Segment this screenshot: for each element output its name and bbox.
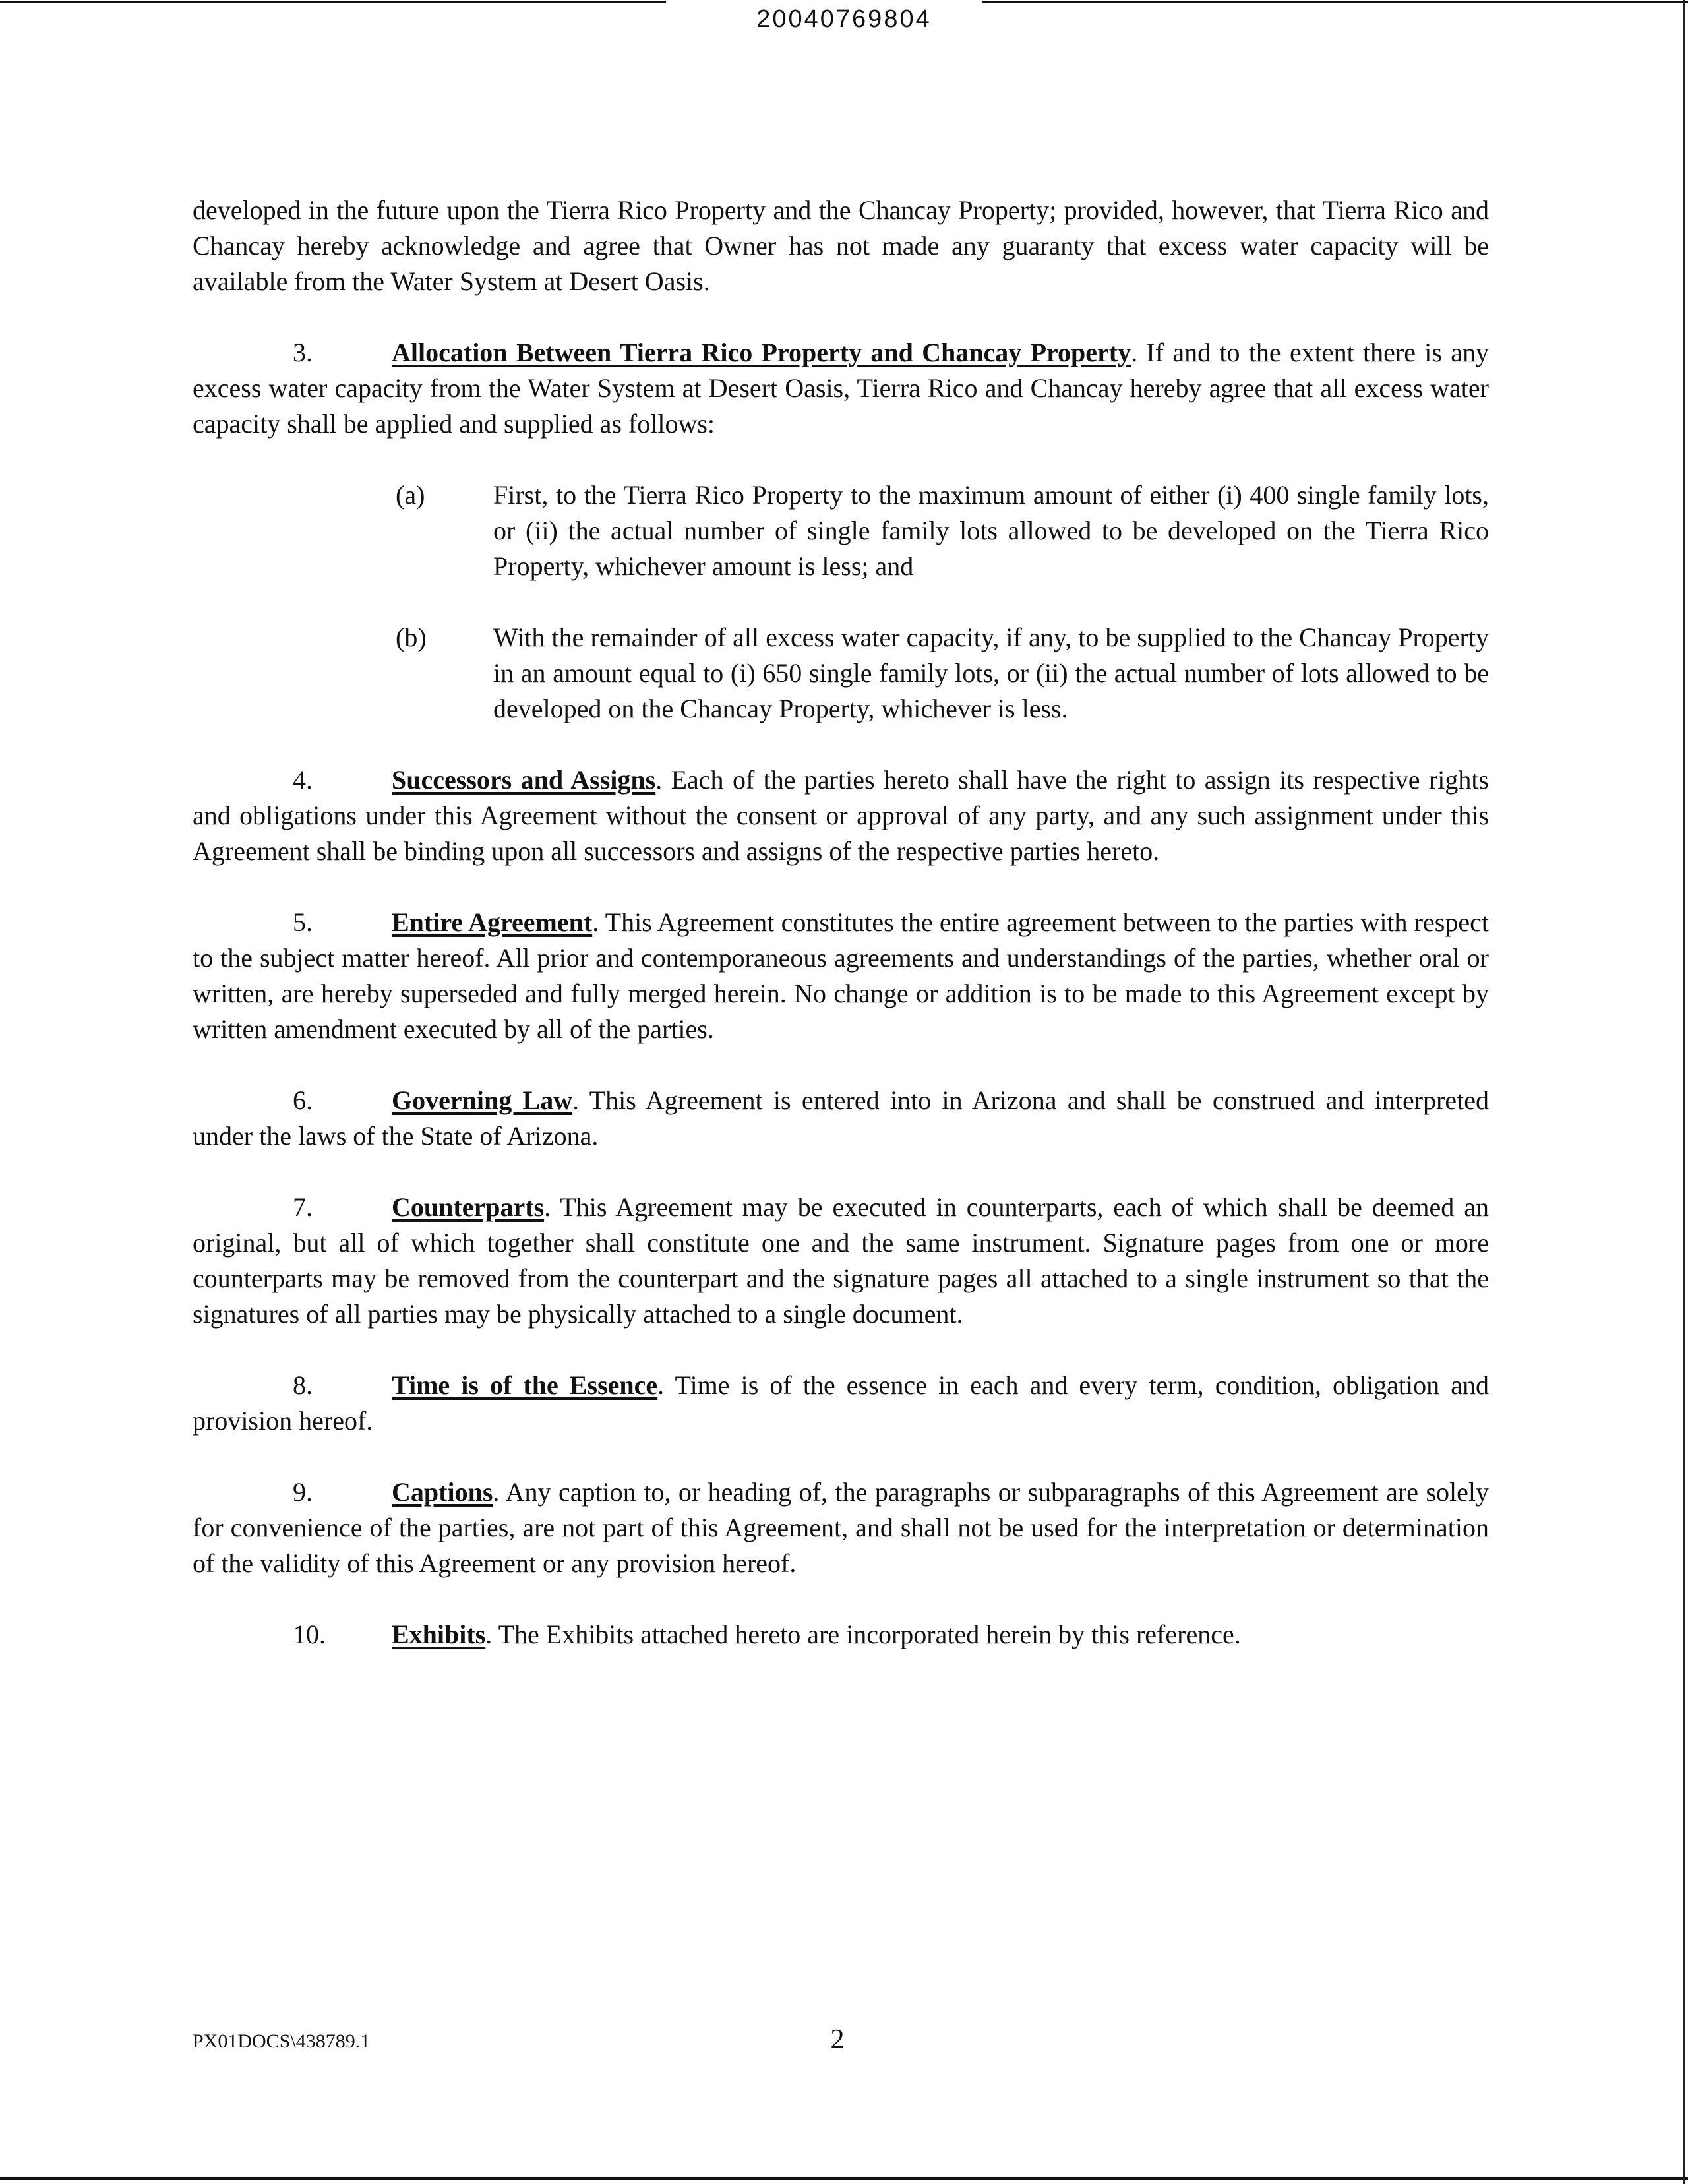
section-title: Exhibits (392, 1620, 486, 1649)
allocation-list (193, 477, 1489, 727)
document-body (193, 193, 1489, 1688)
section-number: 10. (293, 1620, 326, 1649)
section-number: 6. (293, 1085, 313, 1115)
section-number: 5. (293, 907, 313, 937)
section-text: . This Agreement may be executed in counterparts, each of which shall be deemed an original, but all of which together shall constitute one and the same instrument. Signature pages from one or more counterparts may be removed from the counterpart and the signature pages all attached to a single instrument so that the signatures of all parties may be physically attached to a single document. (193, 1192, 1489, 1329)
list-item-text: With the remainder of all excess water capacity, if any, to be supplied to the Chancay Property in an amount equal to (i) 650 single family lots, or (ii) the actual number of lots allowed to be developed on the Chancay Property, whichever is less. (493, 622, 1489, 723)
list-item-label: (a) (396, 480, 425, 510)
section-title: Time is of the Essence (392, 1370, 658, 1400)
section-title: Governing Law (392, 1085, 573, 1115)
list-item (193, 477, 1489, 584)
intro-paragraph: developed in the future upon the Tierra Rico Property and the Chancay Property; provided, however, that Tierra Rico and Chancay hereby acknowledge and agree that Owner has not made any guaranty that excess water capacity will be available from the Water System at Desert Oasis. (193, 195, 1489, 296)
section-8 (193, 1368, 1489, 1439)
list-item (193, 620, 1489, 727)
section-5 (193, 905, 1489, 1047)
document-id: PX01DOCS\438789.1 (193, 2030, 371, 2052)
section-number: 4. (293, 765, 313, 795)
section-number: 7. (293, 1192, 313, 1222)
section-title: Captions (392, 1477, 493, 1507)
section-9 (193, 1474, 1489, 1581)
section-text: . Each of the parties hereto shall have the right to assign its respective rights and obligations under this Agreement without the consent or approval of any party, and any such assignment under this Agreement shall be binding upon all successors and assigns of the respective parties hereto. (193, 765, 1489, 866)
section-3 (193, 335, 1489, 442)
list-item-text: First, to the Tierra Rico Property to the maximum amount of either (i) 400 single family lots, or (ii) the actual number of single family lots allowed to be developed on the Tierra Rico Property, whichever amount is less; and (493, 480, 1489, 581)
section-text: . If and to the extent there is any excess water capacity from the Water System at Desert Oasis, Tierra Rico and Chancay hereby agree that all excess water capacity shall be applied and supplied as follows: (193, 338, 1489, 439)
section-title: Counterparts (392, 1192, 545, 1222)
section-4 (193, 762, 1489, 869)
section-number: 8. (293, 1370, 313, 1400)
section-6 (193, 1083, 1489, 1154)
section-text: . The Exhibits attached hereto are incorporated herein by this reference. (485, 1620, 1241, 1649)
section-10 (193, 1617, 1489, 1653)
recording-number: 20040769804 (756, 5, 932, 33)
section-text: . This Agreement is entered into in Arizona and shall be construed and interpreted under the laws of the State of Arizona. (193, 1085, 1489, 1151)
section-text: . Any caption to, or heading of, the paragraphs or subparagraphs of this Agreement are solely for convenience of the parties, are not part of this Agreement, and shall not be used for the interpretation or determination of the validity of this Agreement or any provision hereof. (193, 1477, 1489, 1578)
section-number: 9. (293, 1477, 313, 1507)
section-text: . This Agreement constitutes the entire agreement between to the parties with respect to the subject matter hereof. All prior and contemporaneous agreements and understandings of the parties, whether oral or written, are hereby superseded and fully merged herein. No change or addition is to be made to this Agreement except by written amendment executed by all of the parties. (193, 907, 1489, 1044)
section-title: Successors and Assigns (392, 765, 656, 795)
section-7 (193, 1190, 1489, 1332)
scan-border-right (1683, 0, 1685, 2184)
list-item-label: (b) (396, 622, 427, 652)
page-number: 2 (830, 2024, 845, 2055)
section-text: . Time is of the essence in each and every term, condition, obligation and provision hereof. (193, 1370, 1489, 1436)
scan-border-bottom (0, 2177, 1688, 2180)
section-title: Allocation Between Tierra Rico Property and Chancay Property (392, 338, 1131, 367)
section-title: Entire Agreement (392, 907, 593, 937)
section-number: 3. (293, 338, 313, 367)
